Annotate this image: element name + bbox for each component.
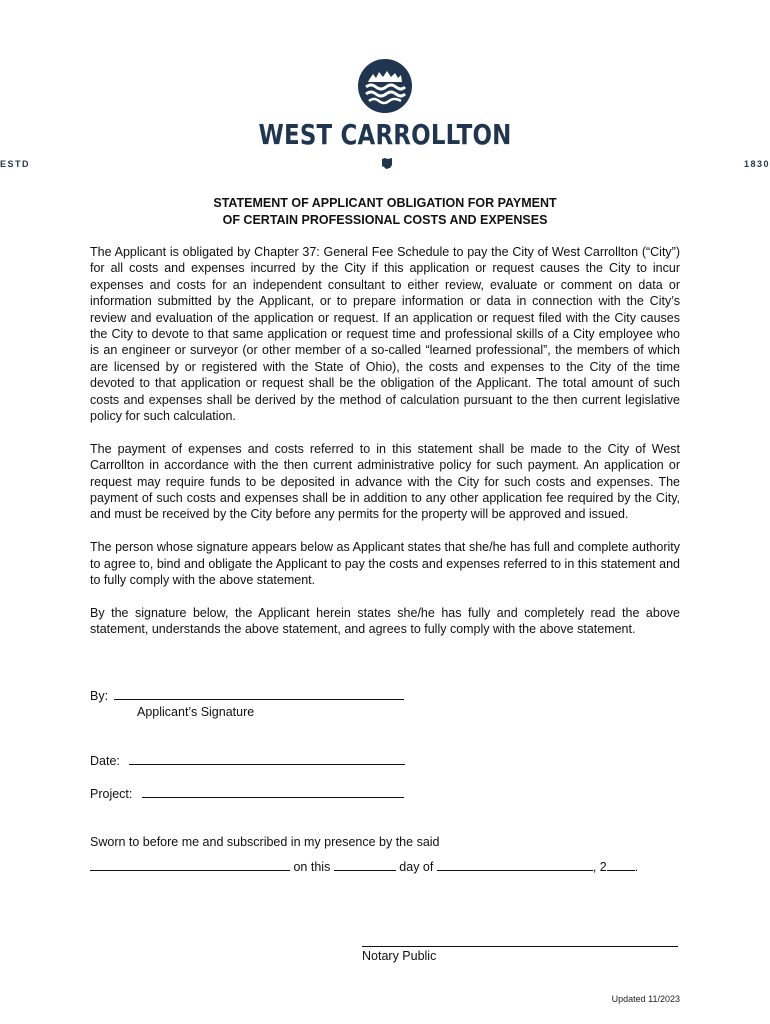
notary-date-row xyxy=(90,858,638,875)
signature-field[interactable] xyxy=(114,687,404,700)
city-seal-icon xyxy=(357,58,413,114)
title-line-2: OF CERTAIN PROFESSIONAL COSTS AND EXPENSES xyxy=(222,212,548,227)
statement-body xyxy=(90,244,680,638)
title-line-1: STATEMENT OF APPLICANT OBLIGATION FOR PAYMENT xyxy=(213,196,557,210)
paragraph-payment: The payment of expenses and costs referred to in this statement shall be made to the City of West Carrollton in accordance with the then current administrative policy for such payment. An application or request may require funds to be deposited in advance with the City for such costs and expenses. The payment of such costs and expenses shall be in addition to any other application fee required by the City, and must be received by the City before any permits for the property will be approved and issued. xyxy=(90,441,680,522)
paragraph-acknowledgement: By the signature below, the Applicant herein states she/he has fully and completely read the above statement, understands the above statement, and agrees to fully comply with the above statement. xyxy=(90,605,680,637)
year-prefix: , 2 xyxy=(592,860,607,874)
project-label: Project: xyxy=(90,787,133,801)
date-row xyxy=(90,752,405,769)
day-field[interactable] xyxy=(334,858,396,871)
document-title xyxy=(0,195,770,228)
paragraph-obligation: The Applicant is obligated by Chapter 37: General Fee Schedule to pay the City of West Carrollton (“City”) for all costs and expenses incurred by the City if this application or request causes the City to incur expenses and costs for an independent consultant to either review, evaluate or comment on data or information submitted by the Applicant, or to prepare information or data in connection with the City’s review and evaluation of the application or request. If an application or request filed with the City causes the City to devote to that same application or request time and professional skills of a City employee who is an engineer or surveyor (or other member of a so-called “learned professional”, the members of which are licensed by or registered with the State of Ohio), the costs and expenses to the City of the time devoted to that application or request shall be the obligation of the Applicant. The total amount of such costs and expenses shall be derived by the method of calculation pursuant to the then current legislative policy for such calculation. xyxy=(90,245,680,424)
brand-name: WEST CARROLLTON xyxy=(258,118,512,151)
project-field[interactable] xyxy=(142,785,404,798)
month-field[interactable] xyxy=(437,858,593,871)
date-field[interactable] xyxy=(129,752,405,765)
signature-caption: Applicant’s Signature xyxy=(137,705,255,719)
updated-date: Updated 11/2023 xyxy=(611,994,680,1004)
notary-signature-field[interactable] xyxy=(362,946,678,947)
notary-label: Notary Public xyxy=(362,949,437,963)
on-this-label: on this xyxy=(293,860,331,874)
sworn-statement: Sworn to before me and subscribed in my presence by the said xyxy=(90,835,440,849)
estd-year: 1830 xyxy=(743,158,770,169)
project-row xyxy=(90,785,404,802)
day-of-label: day of xyxy=(399,860,434,874)
sworn-name-field[interactable] xyxy=(90,858,290,871)
paragraph-authority: The person whose signature appears below as Applicant states that she/he has full and complete authority to agree to, bind and obligate the Applicant to pay the costs and expenses referred to in this statement and to fully comply with the above statement. xyxy=(90,540,680,588)
year-suffix: . xyxy=(634,860,639,874)
ohio-state-icon xyxy=(382,158,392,169)
estd-label: ESTD xyxy=(0,158,31,169)
city-logo xyxy=(0,58,770,169)
date-label: Date: xyxy=(90,754,120,768)
year-field[interactable] xyxy=(607,858,635,871)
by-label: By: xyxy=(90,689,109,703)
signature-row xyxy=(90,687,404,704)
established-line xyxy=(0,158,770,169)
